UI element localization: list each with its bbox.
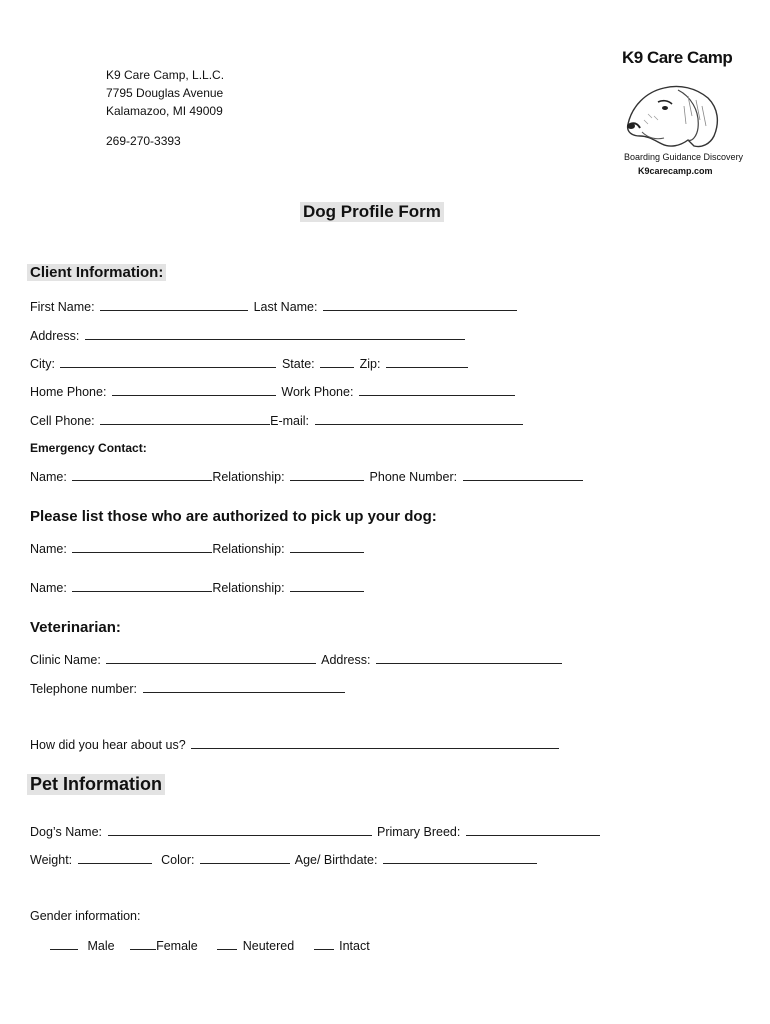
age-field[interactable] [383,851,537,864]
city-state-zip-row [30,355,470,372]
dog-name-breed-row [30,823,602,840]
company-street: 7795 Douglas Avenue [106,86,224,100]
authorized-relationship-field-2[interactable] [290,579,364,592]
vet-telephone-label: Telephone number: [30,682,138,696]
state-label: State: [281,357,315,371]
phones-row [30,383,517,400]
neutered-field[interactable] [217,937,237,950]
intact-label: Intact [339,939,370,953]
neutered-label: Neutered [242,939,295,953]
cell-email-row [30,412,525,429]
zip-field[interactable] [386,355,468,368]
zip-label: Zip: [359,357,381,371]
authorized-relationship-field-1[interactable] [290,540,364,553]
email-field[interactable] [315,412,523,425]
work-phone-label: Work Phone: [281,385,354,399]
authorized-relationship-label: Relationship: [212,581,285,595]
dog-name-label: Dog’s Name: [30,825,103,839]
address-row [30,327,467,344]
company-phone: 269-270-3393 [106,134,181,148]
clinic-name-label: Clinic Name: [30,653,101,667]
first-name-field[interactable] [100,298,248,311]
breed-label: Primary Breed: [377,825,461,839]
gender-options-row [50,937,370,954]
breed-field[interactable] [466,823,600,836]
emergency-phone-label: Phone Number: [369,470,458,484]
first-name-label: First Name: [30,300,95,314]
gender-label: Gender information: [30,909,141,923]
first-last-name-row [30,298,519,315]
emergency-relationship-field[interactable] [290,468,364,481]
emergency-name-field[interactable] [72,468,212,481]
city-field[interactable] [60,355,276,368]
authorized-name-field-2[interactable] [72,579,212,592]
address-label: Address: [30,329,80,343]
authorized-row-1 [30,540,366,557]
vet-telephone-field[interactable] [143,680,345,693]
emergency-contact-heading: Emergency Contact: [30,441,147,455]
address-field[interactable] [85,327,465,340]
referral-row [30,736,561,753]
veterinarian-heading: Veterinarian: [30,619,121,636]
dog-name-field[interactable] [108,823,372,836]
company-city: Kalamazoo, MI 49009 [106,104,223,118]
weight-field[interactable] [78,851,152,864]
vet-telephone-row [30,680,347,697]
last-name-field[interactable] [323,298,517,311]
work-phone-field[interactable] [359,383,515,396]
color-field[interactable] [200,851,290,864]
cell-phone-label: Cell Phone: [30,414,95,428]
male-field[interactable] [50,937,78,950]
male-label: Male [87,939,115,953]
emergency-phone-field[interactable] [463,468,583,481]
authorized-pickup-heading: Please list those who are authorized to pick up your dog: [30,508,437,525]
authorized-name-label: Name: [30,542,67,556]
last-name-label: Last Name: [253,300,318,314]
home-phone-field[interactable] [112,383,276,396]
color-label: Color: [161,853,195,867]
company-name: K9 Care Camp, L.L.C. [106,68,225,82]
weight-color-age-row [30,851,539,868]
logo-tagline: Boarding Guidance Discovery [624,152,744,162]
logo [610,44,744,184]
clinic-row [30,651,564,668]
cell-phone-field[interactable] [100,412,270,425]
email-label: E-mail: [270,414,310,428]
home-phone-label: Home Phone: [30,385,107,399]
emergency-contact-row [30,468,585,485]
authorized-relationship-label: Relationship: [212,542,285,556]
state-field[interactable] [320,355,354,368]
referral-label: How did you hear about us? [30,738,186,752]
logo-website: K9carecamp.com [638,166,713,176]
client-info-heading: Client Information: [27,264,166,281]
authorized-name-label: Name: [30,581,67,595]
female-field[interactable] [130,937,156,950]
authorized-name-field-1[interactable] [72,540,212,553]
age-label: Age/ Birthdate: [294,853,378,867]
dog-illustration-icon [618,66,730,152]
weight-label: Weight: [30,853,73,867]
female-label: Female [156,939,198,953]
intact-field[interactable] [314,937,334,950]
pet-info-heading: Pet Information [27,774,165,795]
form-title: Dog Profile Form [300,202,444,222]
referral-field[interactable] [191,736,559,749]
logo-title: K9 Care Camp [622,48,733,67]
clinic-name-field[interactable] [106,651,316,664]
city-label: City: [30,357,55,371]
clinic-address-field[interactable] [376,651,562,664]
authorized-row-2 [30,579,366,596]
emergency-relationship-label: Relationship: [212,470,285,484]
clinic-address-label: Address: [321,653,371,667]
emergency-name-label: Name: [30,470,67,484]
